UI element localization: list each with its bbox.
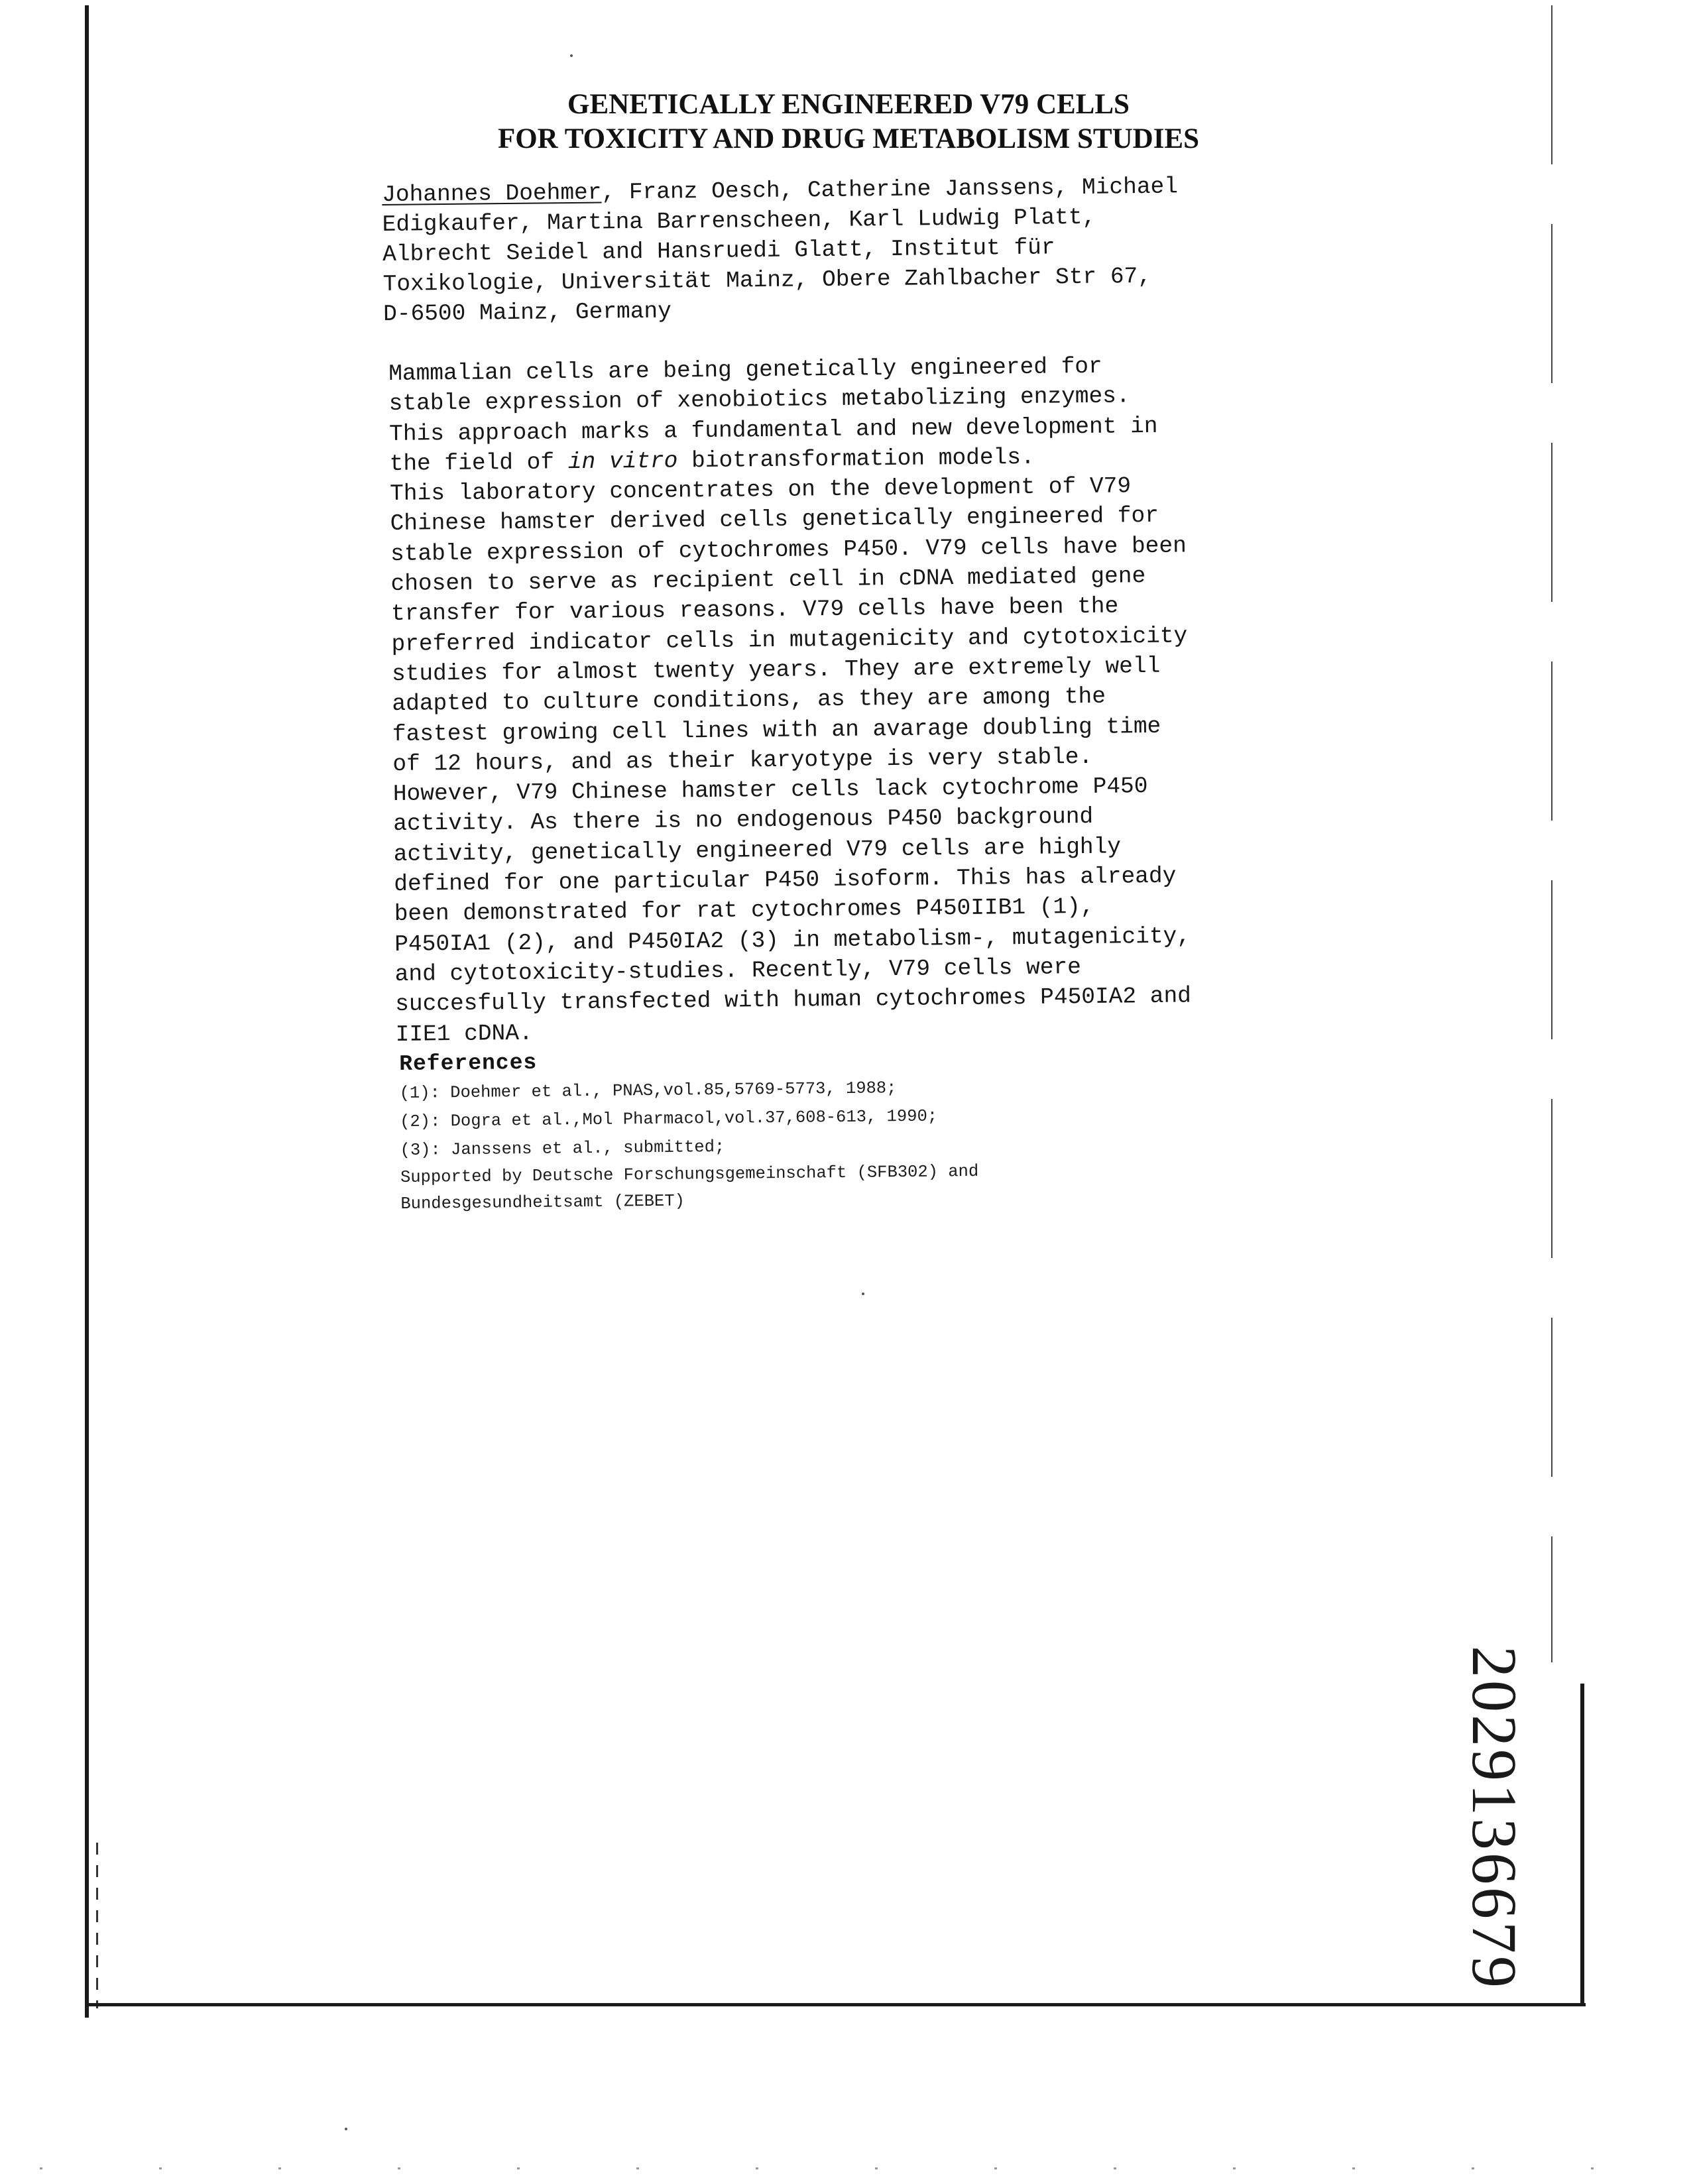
body-line: studies for almost twenty years. They are extremely well [391,653,1161,687]
body-line: stable expression of cytochromes P450. V79 cells have been [390,533,1187,567]
body-line: fastest growing cell lines with an avarage doubling time [392,713,1161,748]
funding-note: Supported by Deutsche Forschungsgemeinschaft (SFB302) and [400,1161,979,1187]
body-line: However, V79 Chinese hamster cells lack cytochrome P450 [392,774,1148,808]
scan-left-dashes [96,1843,98,2008]
body-line: succesfully transfected with human cytochromes P450IA2 and [394,983,1192,1018]
body-line: of 12 hours, and as their karyotype is very stable. [392,744,1093,777]
scan-right-border [1551,5,1552,1662]
title-line: GENETICALLY ENGINEERED V79 CELLS [567,89,1130,120]
abstract-body [388,350,1297,1050]
author-line: Toxikologie, Universität Mainz, Obere Zahlbacher Str 67, [382,263,1152,298]
reference-item: (2): Dogra et al.,Mol Pharmacol,vol.37,608-613, 1990; [399,1106,938,1131]
body-line: Mammalian cells are being genetically engineered for [388,353,1102,387]
author-affiliation-block [382,171,1278,329]
body-line: activity. As there is no endogenous P450 background [393,804,1094,838]
scan-speck [345,2128,347,2130]
italic-term: in vitro [567,448,678,476]
body-line: defined for one particular P450 isoform. This has already [394,863,1177,898]
body-line: chosen to serve as recipient cell in cDNA mediated gene [390,563,1146,598]
scan-left-border [85,5,89,2018]
lead-author: Johannes Doehmer [382,180,602,208]
author-line: Albrecht Seidel and Hansruedi Glatt, Institut für [382,235,1055,268]
body-line: activity, genetically engineered V79 cells are highly [393,834,1122,868]
title-line: FOR TOXICITY AND DRUG METABOLISM STUDIES [497,123,1200,154]
author-line: D-6500 Mainz, Germany [382,298,672,327]
scan-bottom-border [86,2003,1586,2006]
body-line: This laboratory concentrates on the development of V79 [389,473,1132,508]
scan-right-thick-border [1580,1684,1584,2006]
body-text: the field of [389,449,569,477]
scan-speck [570,54,573,57]
author-line: Edigkaufer, Martina Barrenscheen, Karl Ludwig Platt, [382,204,1096,238]
body-line: preferred indicator cells in mutagenicity and cytotoxicity [391,623,1188,658]
references-heading: References [399,1050,538,1076]
body-text: biotransformation models. [677,444,1035,475]
reference-item: (1): Doehmer et al., PNAS,vol.85,5769-5773, 1988; [399,1078,897,1103]
body-line: This approach marks a fundamental and new development in [388,413,1158,447]
author-list-start: , Franz Oesch, Catherine Janssens, Michael [601,174,1179,206]
body-line: IIE1 cDNA. [395,1020,533,1048]
body-line: P450IA1 (2), and P450IA2 (3) in metabolism-, mutagenicity, [394,923,1191,958]
document-number: 2029136679 [1459,1646,1530,1990]
body-line: adapted to culture conditions, as they are among the [392,683,1106,718]
body-line: and cytotoxicity-studies. Recently, V79 cells were [394,954,1082,988]
scan-speck [862,1293,864,1295]
references-section [399,1041,1303,1218]
scan-bottom-dots [40,2167,1657,2169]
reference-item: (3): Janssens et al., submitted; [400,1137,725,1160]
body-line: transfer for various reasons. V79 cells have been the [390,593,1119,628]
body-line: stable expression of xenobiotics metabolizing enzymes. [388,383,1130,418]
body-line: been demonstrated for rat cytochromes P450IIB1 (1), [394,894,1094,928]
body-line: Chinese hamster derived cells genetically engineered for [390,503,1159,538]
document-title [371,87,1326,156]
funding-note: Bundesgesundheitsamt (ZEBET) [400,1191,685,1214]
